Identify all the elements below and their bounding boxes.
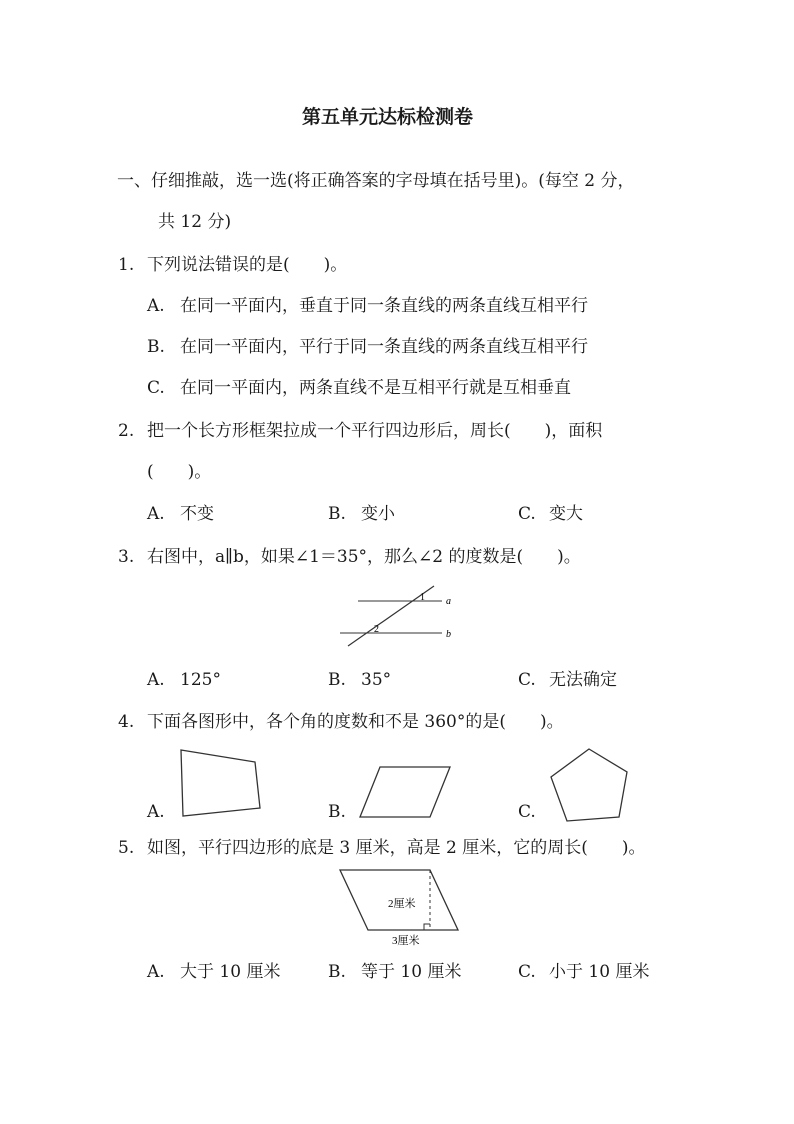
option-text: 变大 [549, 504, 583, 524]
option-letter: B. [147, 337, 165, 357]
question-number: 3. [118, 547, 135, 567]
angle-2-label: 2 [374, 624, 379, 635]
option-text: 125° [180, 670, 221, 690]
option-text: 变小 [361, 504, 395, 524]
option-text: 不变 [180, 504, 214, 524]
option-letter: A. [147, 802, 165, 822]
option-text: 在同一平面内，平行于同一条直线的两条直线互相平行 [180, 337, 588, 357]
question-stem: 如图，平行四边形的底是 3 厘米，高是 2 厘米，它的周长( )。 [147, 838, 646, 858]
option-text: 无法确定 [549, 670, 617, 690]
question-stem-continued: ( )。 [147, 462, 212, 482]
option-letter: C. [518, 670, 536, 690]
option-text: 小于 10 厘米 [549, 962, 650, 982]
option-text: 等于 10 厘米 [361, 962, 462, 982]
base-label: 3厘米 [392, 935, 420, 947]
parallelogram-figure [330, 862, 470, 952]
option-letter: B. [328, 962, 346, 982]
height-label: 2厘米 [388, 898, 416, 910]
option-letter: C. [518, 504, 536, 524]
option-text: 大于 10 厘米 [180, 962, 281, 982]
irregular-quadrilateral-shape [175, 746, 267, 820]
right-angle-mark [424, 924, 430, 930]
option-text: 35° [361, 670, 392, 690]
option-letter: C. [518, 962, 536, 982]
angle-1-label: 1 [420, 592, 425, 603]
option-text: 在同一平面内，两条直线不是互相平行就是互相垂直 [180, 378, 571, 398]
option-letter: A. [147, 962, 165, 982]
question-number: 1. [118, 255, 135, 275]
option-letter: B. [328, 670, 346, 690]
question-stem: 把一个长方形框架拉成一个平行四边形后，周长( )，面积 [147, 421, 603, 441]
option-letter: A. [147, 296, 165, 316]
line-a-label: a [446, 596, 451, 607]
question-stem: 右图中，a∥b，如果∠1＝35°，那么∠2 的度数是( )。 [147, 547, 581, 567]
question-number: 5. [118, 838, 135, 858]
line-b-label: b [446, 629, 451, 640]
question-number: 2. [118, 421, 135, 441]
parallelogram-shape [355, 762, 455, 822]
pentagon-shape [543, 745, 633, 827]
section-heading: 一、仔细推敲，选一选(将正确答案的字母填在括号里)。(每空 2 分， [117, 171, 635, 191]
option-letter: C. [518, 802, 536, 822]
section-heading-continued: 共 12 分) [158, 212, 232, 232]
option-letter: A. [147, 670, 165, 690]
question-stem: 下面各图形中，各个角的度数和不是 360°的是( )。 [147, 712, 564, 732]
question-number: 4. [118, 712, 135, 732]
question-stem: 下列说法错误的是( )。 [147, 255, 348, 275]
parallel-lines-figure [330, 578, 460, 650]
option-letter: A. [147, 504, 165, 524]
option-letter: B. [328, 802, 346, 822]
option-letter: C. [147, 378, 165, 398]
page-title: 第五单元达标检测卷 [302, 106, 474, 128]
option-letter: B. [328, 504, 346, 524]
option-text: 在同一平面内，垂直于同一条直线的两条直线互相平行 [180, 296, 588, 316]
